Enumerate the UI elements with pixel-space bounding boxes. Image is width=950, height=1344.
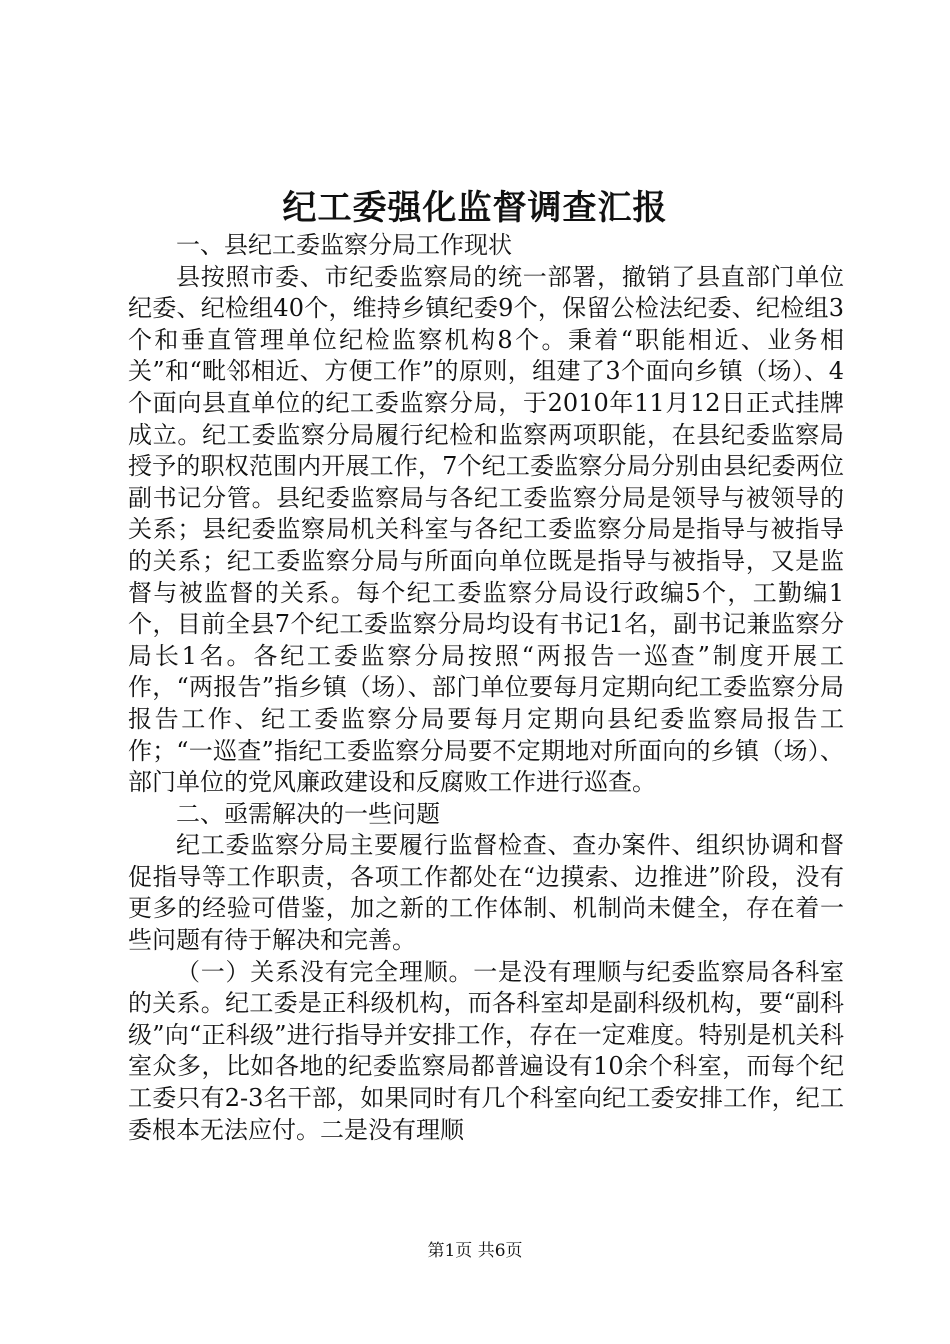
document-title: 纪工委强化监督调查汇报 — [282, 188, 668, 228]
document-body — [128, 230, 844, 1146]
section-heading-2: 二、亟需解决的一些问题 — [176, 799, 440, 828]
paragraph-1: 县按照市委、市纪委监察局的统一部署，撤销了县直部门单位纪委、纪检组40个，维持乡镇纪委9个，保留公检法纪委、纪检组3个和垂直管理单位纪检监察机构8个。秉着“职能相近、业务相关”和“毗邻相近、方便工作”的原则，组建了3个面向乡镇（场）、4个面向县直单位的纪工委监察分局，于2010年11月12日正式挂牌成立。纪工委监察分局履行纪检和监察两项职能，在县纪委监察局授予的职权范围内开展工作，7个纪工委监察分局分别由县纪委两位副书记分管。县纪委监察局与各纪工委监察分局是领导与被领导的关系；县纪委监察局机关科室与各纪工委监察分局是指导与被指导的关系；纪工委监察分局与所面向单位既是指导与被指导，又是监督与被监督的关系。每个纪工委监察分局设行政编5个，工勤编1个，目前全县7个纪工委监察分局均设有书记1名，副书记兼监察分局长1名。各纪工委监察分局按照“两报告一巡查”制度开展工作，“两报告”指乡镇（场）、部门单位要每月定期向纪工委监察分局报告工作、纪工委监察分局要每月定期向县纪委监察局报告工作；“一巡查”指纪工委监察分局要不定期地对所面向的乡镇（场）、部门单位的党风廉政建设和反腐败工作进行巡查。 — [128, 262, 844, 797]
page-footer: 第1页 共6页 — [427, 1241, 523, 1261]
paragraph-3: （一）关系没有完全理顺。一是没有理顺与纪委监察局各科室的关系。纪工委是正科级机构，而各科室却是副科级机构，要“副科级”向“正科级”进行指导并安排工作，存在一定难度。特别是机关科室众多，比如各地的纪委监察局都普遍设有10余个科室，而每个纪工委只有2-3名干部，如果同时有几个科室向纪工委安排工作，纪工委根本无法应付。二是没有理顺 — [128, 957, 844, 1144]
paragraph-2: 纪工委监察分局主要履行监督检查、查办案件、组织协调和督促指导等工作职责，各项工作都处在“边摸索、边推进”阶段，没有更多的经验可借鉴，加之新的工作体制、机制尚未健全，存在着一些问题有待于解决和完善。 — [128, 831, 844, 955]
section-heading-1: 一、县纪工委监察分局工作现状 — [176, 231, 512, 259]
